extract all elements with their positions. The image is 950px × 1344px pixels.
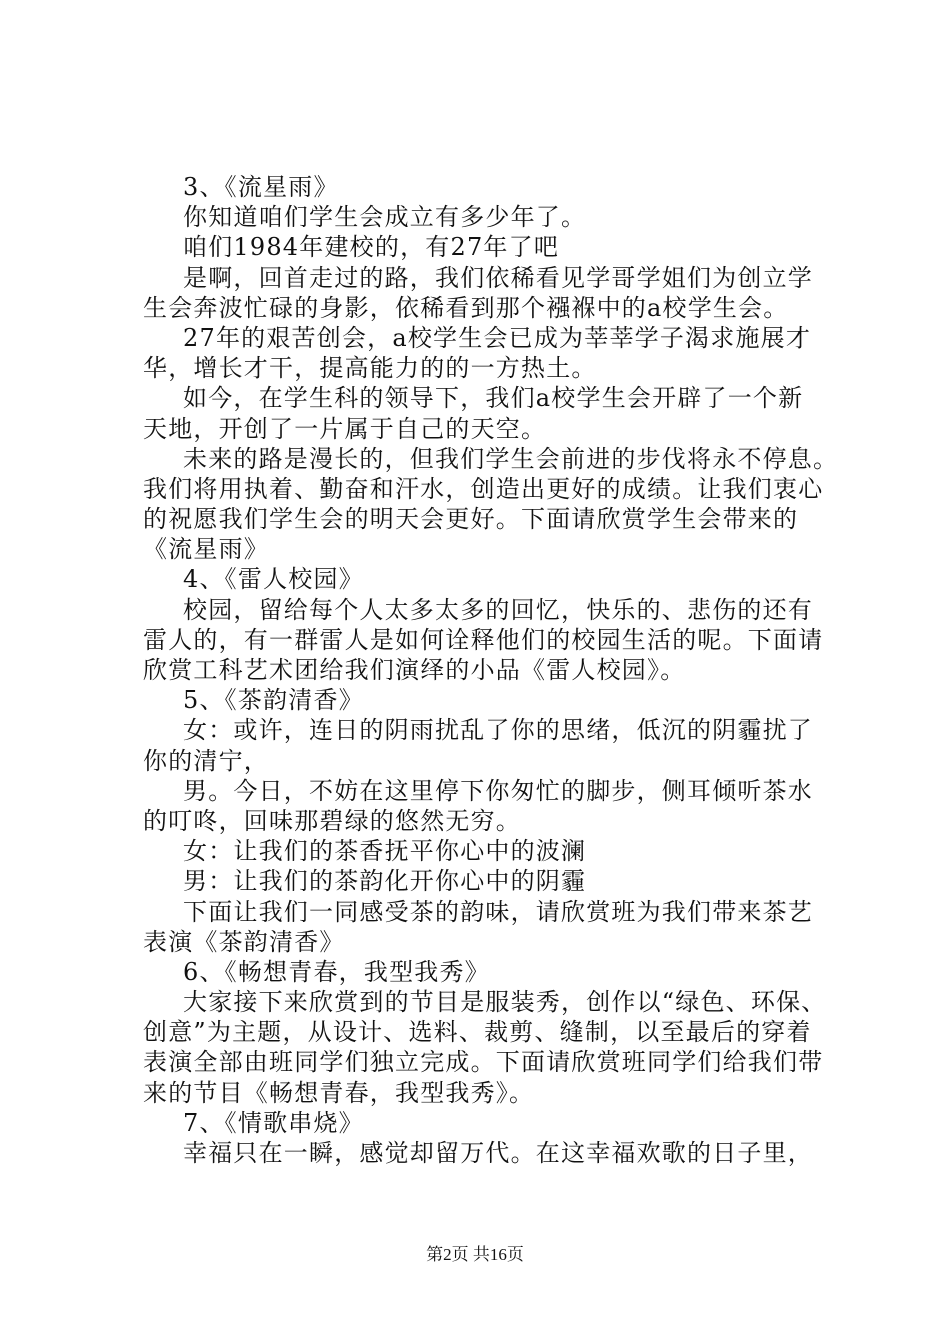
text-line: 如今，在学生科的领导下，我们a校学生会开辟了一个新 [183,384,804,413]
text-line: 27年的艰苦创会，a校学生会已成为莘莘学子渴求施展才 [183,323,812,352]
text-line: 3、《流星雨》 [183,173,339,201]
text-line: 创意”为主题，从设计、选料、裁剪、缝制，以至最后的穿着 [143,1018,812,1047]
document-body [143,172,843,1168]
text-line: 女：或许，连日的阴雨扰乱了你的思绪，低沉的阴霾扰了 [183,716,813,745]
text-line: 幸福只在一瞬，感觉却留万代。在这幸福欢歌的日子里， [183,1139,813,1167]
text-line: 7、《情歌串烧》 [183,1108,364,1137]
text-line: 表演《茶韵清香》 [143,927,345,956]
text-line: 来的节目《畅想青春，我型我秀》。 [143,1078,535,1107]
text-line: 你知道咱们学生会成立有多少年了。 [183,203,587,232]
text-line: 天地，开创了一片属于自己的天空。 [143,414,547,443]
text-line: 下面让我们一同感受茶的韵味，请欣赏班为我们带来茶艺 [183,897,813,926]
text-line: 生会奔波忙碌的身影，依稀看到那个襁褓中的a校学生会。 [143,293,789,322]
text-line: 5、《茶韵清香》 [183,686,364,715]
text-line: 大家接下来欣赏到的节目是服装秀，创作以“绿色、环保、 [183,988,827,1017]
text-line: 我们将用执着、勤奋和汗水，创造出更好的成绩。让我们衷心 [143,474,824,503]
text-line: 男：让我们的茶韵化开你心中的阴霾 [183,867,587,896]
text-line: 女：让我们的茶香抚平你心中的波澜 [183,837,587,866]
text-line: 的叮咚，回味那碧绿的悠然无穷。 [143,806,521,835]
text-line: 你的清宁， [143,746,269,775]
text-line: 华，增长才干，提高能力的的一方热土。 [143,354,597,383]
text-line: 雷人的，有一群雷人是如何诠释他们的校园生活的呢。下面请 [143,625,824,654]
text-line: 表演全部由班同学们独立完成。下面请欣赏班同学们给我们带 [143,1048,824,1077]
text-line: 欣赏工科艺术团给我们演绎的小品《雷人校园》。 [143,656,686,684]
text-line: 男。今日，不妨在这里停下你匆忙的脚步，侧耳倾听茶水 [183,776,813,805]
text-line: 4、《雷人校园》 [183,565,364,594]
text-line: 的祝愿我们学生会的明天会更好。下面请欣赏学生会带来的 [143,505,799,534]
text-line: 咱们1984年建校的，有27年了吧 [183,233,560,262]
page-footer: 第2页 共16页 [426,1245,524,1264]
text-line: 《流星雨》 [143,535,269,564]
text-line: 校园，留给每个人太多太多的回忆，快乐的、悲伤的还有 [183,595,813,624]
text-line: 6、《畅想青春，我型我秀》 [183,957,490,986]
text-line: 未来的路是漫长的，但我们学生会前进的步伐将永不停息。 [183,444,839,473]
text-line: 是啊，回首走过的路，我们依稀看见学哥学姐们为创立学 [183,263,813,292]
